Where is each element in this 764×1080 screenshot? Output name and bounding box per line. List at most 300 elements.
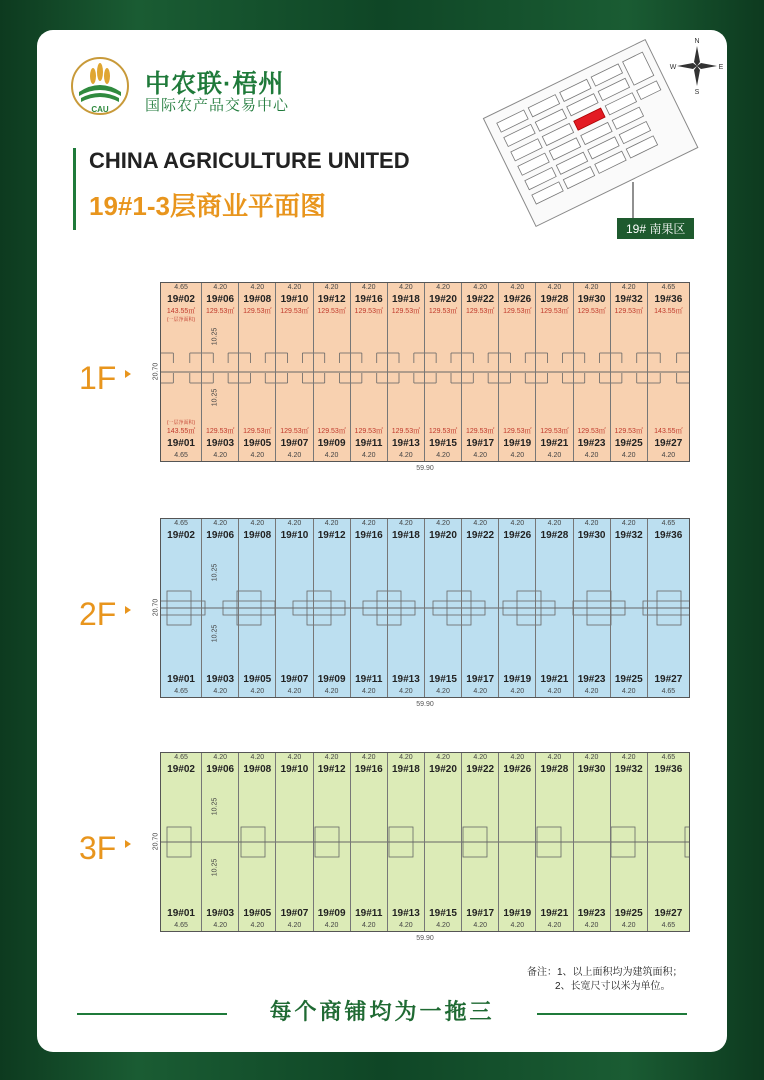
unit-id: 19#18: [391, 764, 420, 775]
unit-area: 129.53㎡: [243, 308, 272, 315]
shop-unit[interactable]: [314, 283, 351, 372]
unit-area: 129.53㎡: [428, 308, 458, 315]
unit-width: 4.20: [547, 452, 562, 459]
shop-unit[interactable]: [239, 608, 276, 697]
shop-unit[interactable]: [462, 608, 499, 697]
unit-width: 4.20: [361, 922, 376, 929]
unit-width: 4.20: [287, 922, 302, 929]
shop-unit[interactable]: [425, 372, 462, 461]
shop-unit[interactable]: [462, 519, 499, 608]
unit-id: 19#36: [654, 764, 683, 775]
shop-unit[interactable]: [161, 372, 202, 461]
title-divider: [73, 148, 76, 230]
unit-id: 19#06: [206, 530, 235, 541]
unit-width: 4.20: [547, 284, 562, 291]
brand-subtitle: 国际农产品交易中心: [145, 97, 290, 114]
shop-unit[interactable]: [574, 519, 611, 608]
unit-width: 4.65: [174, 922, 188, 929]
unit-width: 4.65: [661, 284, 676, 291]
shop-unit[interactable]: [388, 283, 425, 372]
unit-width: 4.65: [661, 688, 676, 695]
unit-width: 4.20: [287, 284, 302, 291]
unit-width: 4.20: [399, 688, 413, 695]
unit-width: 4.20: [361, 452, 376, 459]
unit-width: 4.65: [661, 520, 676, 527]
unit-id: 19#26: [503, 294, 532, 305]
shop-unit[interactable]: [425, 283, 462, 372]
shop-unit[interactable]: [462, 753, 499, 842]
shop-unit[interactable]: [351, 608, 388, 697]
unit-id: 19#03: [206, 908, 235, 919]
unit-width: 4.20: [436, 284, 450, 291]
unit-width: 4.20: [213, 520, 227, 527]
unit-id: 19#22: [466, 764, 495, 775]
compass-e: E: [718, 64, 724, 71]
unit-width: 4.20: [250, 284, 265, 291]
unit-id: 19#13: [391, 438, 420, 449]
unit-id: 19#12: [317, 764, 346, 775]
unit-width: 4.20: [361, 284, 376, 291]
shop-unit[interactable]: [239, 519, 276, 608]
shop-unit[interactable]: [276, 372, 313, 461]
unit-id: 19#25: [614, 438, 643, 449]
unit-width: 4.20: [584, 922, 599, 929]
unit-id: 19#27: [654, 438, 683, 449]
unit-id: 19#10: [280, 764, 309, 775]
unit-width: 4.20: [473, 754, 487, 761]
unit-id: 19#05: [243, 438, 272, 449]
unit-id: 19#12: [317, 530, 346, 541]
floor-plan-2f: [160, 518, 690, 698]
unit-id: 19#28: [540, 764, 569, 775]
unit-width: 4.20: [436, 452, 450, 459]
shop-unit[interactable]: [202, 283, 239, 372]
unit-id: 19#30: [577, 294, 606, 305]
notes: [527, 966, 683, 994]
unit-width: 4.65: [174, 688, 188, 695]
shop-unit[interactable]: [648, 283, 689, 372]
floor-plan-1f: [160, 282, 690, 462]
unit-area: 129.53㎡: [577, 308, 606, 315]
unit-id: 19#30: [577, 764, 606, 775]
unit-area: 129.53㎡: [317, 428, 346, 435]
unit-id: 19#08: [243, 764, 272, 775]
shop-unit[interactable]: [611, 283, 648, 372]
shop-unit[interactable]: [611, 372, 648, 461]
shop-unit[interactable]: [388, 842, 425, 931]
unit-width: 4.20: [213, 452, 227, 459]
unit-id: 19#08: [243, 294, 272, 305]
unit-id: 19#26: [503, 530, 532, 541]
unit-id: 19#21: [540, 438, 569, 449]
unit-id: 19#01: [167, 674, 195, 685]
note-line-2: 2、长宽尺寸以米为单位。: [555, 981, 671, 992]
shop-unit[interactable]: [276, 753, 313, 842]
unit-id: 19#02: [167, 764, 195, 775]
shop-unit[interactable]: [161, 519, 202, 608]
shop-unit[interactable]: [536, 283, 573, 372]
shop-unit[interactable]: [499, 519, 536, 608]
shop-unit[interactable]: [574, 372, 611, 461]
shop-unit[interactable]: [276, 842, 313, 931]
shop-unit[interactable]: [388, 519, 425, 608]
unit-area: 129.53㎡: [280, 308, 309, 315]
half-depth-dimension: 10.25: [211, 388, 219, 407]
unit-width: 4.20: [510, 520, 525, 527]
unit-width: 4.20: [287, 452, 302, 459]
shop-unit[interactable]: [388, 753, 425, 842]
unit-width: 4.20: [213, 922, 227, 929]
unit-width: 4.20: [473, 284, 487, 291]
unit-width: 4.20: [547, 520, 562, 527]
unit-area: 129.53㎡: [465, 428, 495, 435]
shop-unit[interactable]: [611, 608, 648, 697]
unit-width: 4.20: [250, 688, 265, 695]
unit-area: 129.53㎡: [465, 308, 495, 315]
shop-unit[interactable]: [314, 753, 351, 842]
shop-unit[interactable]: [425, 608, 462, 697]
unit-id: 19#11: [355, 908, 383, 919]
shop-unit[interactable]: [314, 608, 351, 697]
unit-id: 19#21: [540, 908, 569, 919]
shop-unit[interactable]: [314, 372, 351, 461]
unit-area: 143.55㎡: [166, 308, 196, 315]
unit-id: 19#19: [503, 674, 532, 685]
unit-width: 4.20: [510, 922, 525, 929]
unit-id: 19#11: [355, 438, 383, 449]
total-width-dimension: 59.90: [416, 701, 434, 708]
unit-id: 19#28: [540, 294, 569, 305]
note-line-1: 备注：1、以上面积均为建筑面积；: [527, 967, 683, 978]
shop-unit[interactable]: [611, 753, 648, 842]
unit-id: 19#16: [354, 530, 383, 541]
unit-width: 4.20: [584, 284, 599, 291]
unit-width: 4.20: [361, 520, 376, 527]
unit-width: 4.20: [661, 452, 676, 459]
total-width-dimension: 59.90: [416, 465, 434, 472]
unit-id: 19#26: [503, 764, 532, 775]
units-row-top: [161, 753, 691, 842]
shop-unit[interactable]: [202, 519, 239, 608]
unit-area: 129.53㎡: [205, 428, 235, 435]
shop-unit[interactable]: [314, 519, 351, 608]
shop-unit[interactable]: [351, 842, 388, 931]
shop-unit[interactable]: [351, 283, 388, 372]
unit-id: 19#25: [614, 674, 643, 685]
unit-id: 19#16: [354, 764, 383, 775]
unit-width: 4.20: [510, 754, 525, 761]
unit-area: 129.53㎡: [391, 308, 421, 315]
unit-id: 19#17: [466, 908, 495, 919]
shop-unit[interactable]: [351, 753, 388, 842]
half-depth-dimension: 10.25: [211, 563, 219, 582]
unit-width: 4.20: [324, 452, 339, 459]
unit-id: 19#23: [577, 674, 606, 685]
units-row-top: [161, 283, 691, 372]
shop-unit[interactable]: [536, 842, 573, 931]
unit-width: 4.20: [621, 284, 636, 291]
unit-width: 4.20: [621, 688, 636, 695]
unit-id: 19#05: [243, 908, 272, 919]
shop-unit[interactable]: [239, 283, 276, 372]
shop-unit[interactable]: [161, 283, 202, 372]
half-depth-dimension: 10.25: [211, 624, 219, 643]
unit-id: 19#19: [503, 908, 532, 919]
unit-width: 4.20: [399, 754, 413, 761]
unit-id: 19#18: [391, 530, 420, 541]
shop-unit[interactable]: [648, 753, 689, 842]
shop-unit[interactable]: [202, 842, 239, 931]
compass-s: S: [694, 89, 700, 96]
shop-unit[interactable]: [648, 842, 689, 931]
shop-unit[interactable]: [202, 753, 239, 842]
unit-id: 19#11: [355, 674, 383, 685]
shop-unit[interactable]: [462, 372, 499, 461]
unit-id: 19#06: [206, 764, 235, 775]
shop-unit[interactable]: [648, 519, 689, 608]
unit-area: 129.53㎡: [205, 308, 235, 315]
site-map: [465, 32, 727, 244]
floor-plan-3f: [160, 752, 690, 932]
half-depth-dimension: 10.25: [211, 858, 219, 877]
unit-width: 4.65: [174, 754, 188, 761]
compass-w: W: [669, 64, 677, 71]
unit-width: 4.20: [547, 688, 562, 695]
unit-id: 19#15: [429, 674, 457, 685]
unit-width: 4.20: [436, 754, 450, 761]
shop-unit[interactable]: [574, 842, 611, 931]
unit-width: 4.65: [174, 520, 188, 527]
unit-width: 4.20: [510, 284, 525, 291]
unit-width: 4.20: [621, 754, 636, 761]
unit-area: 129.53㎡: [503, 428, 532, 435]
unit-id: 19#03: [206, 674, 235, 685]
shop-unit[interactable]: [351, 519, 388, 608]
unit-width: 4.65: [174, 284, 188, 291]
unit-width: 4.20: [250, 754, 265, 761]
shop-unit[interactable]: [611, 519, 648, 608]
shop-unit[interactable]: [499, 842, 536, 931]
unit-area: 143.55㎡: [654, 428, 683, 435]
shop-unit[interactable]: [536, 608, 573, 697]
shop-unit[interactable]: [276, 519, 313, 608]
unit-id: 19#15: [429, 438, 457, 449]
unit-id: 19#23: [577, 438, 606, 449]
shop-unit[interactable]: [574, 753, 611, 842]
unit-width: 4.20: [473, 452, 487, 459]
half-depth-dimension: 10.25: [211, 327, 219, 346]
unit-width: 4.20: [324, 520, 339, 527]
shop-unit[interactable]: [499, 608, 536, 697]
unit-area: 129.53㎡: [614, 428, 643, 435]
units-row-bottom: [161, 372, 691, 461]
cau-logo: [69, 56, 131, 116]
unit-width: 4.20: [621, 520, 636, 527]
unit-id: 19#27: [654, 674, 683, 685]
unit-id: 19#28: [540, 530, 569, 541]
unit-width: 4.20: [324, 284, 339, 291]
unit-id: 19#10: [280, 530, 309, 541]
unit-id: 19#09: [317, 908, 346, 919]
unit-id: 19#30: [577, 530, 606, 541]
unit-width: 4.20: [213, 754, 227, 761]
unit-width: 4.20: [287, 688, 302, 695]
site-outline: [483, 38, 700, 227]
slogan: 每个商铺均为一拖三: [269, 999, 495, 1024]
shop-unit[interactable]: [648, 372, 689, 461]
unit-id: 19#27: [654, 908, 683, 919]
unit-id: 19#07: [280, 674, 309, 685]
unit-id: 19#07: [280, 908, 309, 919]
unit-width: 4.65: [661, 754, 676, 761]
unit-width: 4.20: [287, 754, 302, 761]
shop-unit[interactable]: [202, 608, 239, 697]
floor-arrow-icon: [125, 606, 131, 614]
unit-width: 4.20: [361, 754, 376, 761]
unit-id: 19#10: [280, 294, 309, 305]
shop-unit[interactable]: [425, 753, 462, 842]
unit-area: 143.55㎡: [654, 308, 683, 315]
unit-width: 4.20: [324, 754, 339, 761]
unit-id: 19#22: [466, 294, 495, 305]
shop-unit[interactable]: [276, 608, 313, 697]
unit-id: 19#17: [466, 438, 495, 449]
shop-unit[interactable]: [499, 372, 536, 461]
shop-unit[interactable]: [574, 608, 611, 697]
unit-width: 4.20: [436, 922, 450, 929]
shop-unit[interactable]: [574, 283, 611, 372]
floor-label-3f: 3F: [79, 830, 117, 866]
unit-area: 143.55㎡: [166, 428, 196, 435]
unit-width: 4.20: [584, 754, 599, 761]
unit-width: 4.20: [399, 452, 413, 459]
unit-width: 4.65: [661, 922, 676, 929]
shop-unit[interactable]: [161, 842, 202, 931]
shop-unit[interactable]: [648, 608, 689, 697]
shop-unit[interactable]: [239, 372, 276, 461]
unit-id: 19#02: [167, 294, 195, 305]
unit-area: 129.53㎡: [428, 428, 458, 435]
unit-width: 4.20: [510, 452, 525, 459]
unit-id: 19#21: [540, 674, 569, 685]
unit-id: 19#13: [391, 908, 420, 919]
unit-id: 19#02: [167, 530, 195, 541]
floor-label-1f: 1F: [79, 360, 117, 396]
shop-unit[interactable]: [239, 842, 276, 931]
shop-unit[interactable]: [202, 372, 239, 461]
unit-area: 129.53㎡: [354, 308, 383, 315]
unit-width: 4.20: [473, 520, 487, 527]
unit-id: 19#06: [206, 294, 235, 305]
unit-width: 4.20: [621, 922, 636, 929]
unit-id: 19#12: [317, 294, 346, 305]
brochure-card: [37, 30, 727, 1052]
unit-id: 19#01: [167, 908, 195, 919]
shop-unit[interactable]: [161, 608, 202, 697]
shop-unit[interactable]: [499, 753, 536, 842]
half-depth-dimension: 10.25: [211, 797, 219, 816]
unit-id: 19#05: [243, 674, 272, 685]
unit-area: 129.53㎡: [243, 428, 272, 435]
shop-unit[interactable]: [276, 283, 313, 372]
unit-id: 19#09: [317, 674, 346, 685]
brand-name: 中农联·梧州: [145, 70, 285, 98]
unit-id: 19#36: [654, 530, 683, 541]
shop-unit[interactable]: [425, 842, 462, 931]
logo-text: CAU: [91, 105, 109, 114]
unit-area: 129.53㎡: [354, 428, 383, 435]
unit-id: 19#17: [466, 674, 495, 685]
shop-unit[interactable]: [499, 283, 536, 372]
shop-unit[interactable]: [536, 753, 573, 842]
unit-id: 19#32: [614, 530, 643, 541]
shop-unit[interactable]: [536, 372, 573, 461]
unit-id: 19#20: [429, 530, 457, 541]
shop-unit[interactable]: [351, 372, 388, 461]
unit-width: 4.20: [473, 922, 487, 929]
unit-width: 4.65: [174, 452, 188, 459]
compass-n: N: [694, 38, 700, 45]
units-row-top: [161, 519, 691, 608]
unit-id: 19#13: [391, 674, 420, 685]
unit-id: 19#07: [280, 438, 309, 449]
shop-unit[interactable]: [239, 753, 276, 842]
unit-id: 19#23: [577, 908, 606, 919]
shop-unit[interactable]: [314, 842, 351, 931]
unit-width: 4.20: [399, 284, 413, 291]
unit-id: 19#18: [391, 294, 420, 305]
shop-unit[interactable]: [462, 283, 499, 372]
unit-width: 4.20: [213, 284, 227, 291]
unit-area-note: (一层净面积): [166, 420, 196, 426]
unit-id: 19#25: [614, 908, 643, 919]
shop-unit[interactable]: [388, 372, 425, 461]
unit-width: 4.20: [547, 922, 562, 929]
shop-unit[interactable]: [425, 519, 462, 608]
unit-area: 129.53㎡: [317, 308, 346, 315]
unit-area: 129.53㎡: [391, 428, 421, 435]
total-depth-dimension: 20.70: [152, 832, 160, 851]
unit-area: 129.53㎡: [614, 308, 643, 315]
unit-width: 4.20: [399, 922, 413, 929]
total-width-dimension: 59.90: [416, 935, 434, 942]
unit-width: 4.20: [399, 520, 413, 527]
zone-label: 19# 南果区: [617, 218, 694, 239]
unit-id: 19#08: [243, 530, 272, 541]
unit-id: 19#15: [429, 908, 457, 919]
english-title: CHINA AGRICULTURE UNITED: [89, 148, 410, 173]
units-row-bottom: [161, 608, 691, 697]
unit-id: 19#19: [503, 438, 532, 449]
plan-title: 19#1-3层商业平面图: [89, 191, 326, 221]
unit-width: 4.20: [213, 688, 227, 695]
unit-width: 4.20: [473, 688, 487, 695]
unit-width: 4.20: [250, 452, 265, 459]
unit-area-note: (一层净面积): [166, 317, 196, 323]
unit-width: 4.20: [584, 688, 599, 695]
shop-unit[interactable]: [388, 608, 425, 697]
unit-width: 4.20: [287, 520, 302, 527]
shop-unit[interactable]: [536, 519, 573, 608]
units-row-bottom: [161, 842, 691, 931]
shop-unit[interactable]: [462, 842, 499, 931]
shop-unit[interactable]: [611, 842, 648, 931]
shop-unit[interactable]: [161, 753, 202, 842]
unit-width: 4.20: [361, 688, 376, 695]
unit-width: 4.20: [250, 520, 265, 527]
unit-id: 19#20: [429, 294, 457, 305]
unit-id: 19#16: [354, 294, 383, 305]
